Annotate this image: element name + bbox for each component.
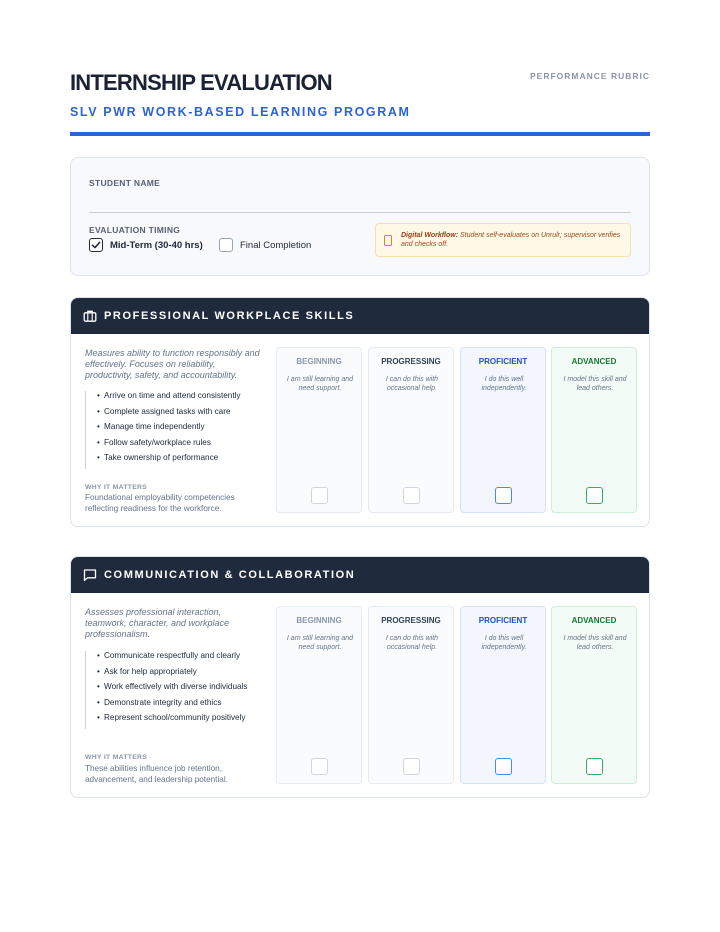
list-item: • Represent school/community positively	[97, 713, 261, 724]
list-item: • Take ownership of performance	[97, 453, 261, 464]
level-progressing	[368, 347, 454, 513]
section-header	[71, 557, 649, 593]
midterm-label: Mid-Term (30-40 hrs)	[110, 239, 203, 251]
level-title: PROFICIENT	[478, 616, 528, 625]
level-title: PROFICIENT	[478, 357, 528, 366]
level-title: PROGRESSING	[381, 357, 441, 366]
list-item: • Arrive on time and attend consistently	[97, 391, 261, 402]
beginning-checkbox[interactable]	[311, 758, 328, 775]
level-description: I am still learning and need support.	[286, 635, 354, 651]
header-divider	[70, 132, 650, 136]
section-title: PROFESSIONAL WORKPLACE SKILLS	[104, 310, 355, 322]
level-progressing	[368, 606, 454, 784]
level-title: PROGRESSING	[381, 616, 441, 625]
phone-icon	[384, 235, 392, 246]
section-title: COMMUNICATION & COLLABORATION	[104, 569, 356, 581]
level-description: I do this well independently.	[481, 635, 527, 651]
level-title: BEGINNING	[296, 357, 342, 366]
proficient-checkbox[interactable]	[495, 487, 512, 504]
progressing-checkbox[interactable]	[403, 487, 420, 504]
workflow-title: Digital Workflow:	[401, 232, 459, 239]
skill-list	[85, 391, 261, 469]
student-name-label: STUDENT NAME	[89, 178, 161, 188]
level-advanced	[551, 347, 637, 513]
level-proficient	[460, 347, 546, 513]
beginning-checkbox[interactable]	[311, 487, 328, 504]
list-item: • Ask for help appropriately	[97, 667, 261, 678]
list-item: • Manage time independently	[97, 422, 261, 433]
evaluation-timing-label: EVALUATION TIMING	[89, 225, 181, 235]
list-item: • Follow safety/workplace rules	[97, 438, 261, 449]
section-header	[71, 298, 649, 334]
section-communication	[70, 556, 650, 798]
level-beginning	[276, 606, 362, 784]
why-it-matters-text: These abilities influence job retention, advancement, and leadership potential.	[85, 764, 228, 784]
midterm-option[interactable]	[89, 238, 203, 252]
level-beginning	[276, 347, 362, 513]
final-option[interactable]	[219, 238, 311, 252]
section-description: Assesses professional interaction, teamwork, character, and workplace professionalism.	[85, 607, 230, 639]
level-description: I can do this with occasional help.	[385, 635, 439, 651]
level-title: ADVANCED	[571, 357, 617, 366]
list-item: • Demonstrate integrity and ethics	[97, 698, 261, 709]
level-title: BEGINNING	[296, 616, 342, 625]
why-it-matters-label: WHY IT MATTERS	[85, 754, 148, 761]
page-title: INTERNSHIP EVALUATION	[70, 70, 332, 95]
advanced-checkbox[interactable]	[586, 487, 603, 504]
list-item: • Complete assigned tasks with care	[97, 407, 261, 418]
progressing-checkbox[interactable]	[403, 758, 420, 775]
midterm-checkbox[interactable]	[89, 238, 103, 252]
why-it-matters-text: Foundational employability competencies reflecting readiness for the workforce.	[85, 493, 235, 513]
page-header	[70, 70, 650, 119]
advanced-checkbox[interactable]	[586, 758, 603, 775]
student-name-field[interactable]	[89, 212, 631, 213]
final-checkbox[interactable]	[219, 238, 233, 252]
list-item: • Work effectively with diverse individuals	[97, 682, 261, 693]
level-description: I do this well independently.	[481, 376, 527, 392]
level-advanced	[551, 606, 637, 784]
final-label: Final Completion	[240, 239, 312, 251]
level-description: I can do this with occasional help.	[385, 376, 439, 392]
student-info-card	[70, 157, 650, 276]
section-description: Measures ability to function responsibly and effectively. Focuses on reliability, productivity, safety, and accountability.	[85, 348, 260, 380]
briefcase-icon	[83, 309, 97, 323]
section-professional-skills	[70, 297, 650, 527]
level-description: I model this skill and lead others.	[563, 376, 627, 392]
level-description: I am still learning and need support.	[286, 376, 354, 392]
digital-workflow-note	[375, 223, 631, 257]
chat-bubble-icon	[83, 568, 97, 582]
rubric-tag: PERFORMANCE RUBRIC	[530, 71, 650, 81]
page-subtitle: SLV PWR WORK-BASED LEARNING PROGRAM	[70, 105, 411, 119]
list-item: • Communicate respectfully and clearly	[97, 651, 261, 662]
why-it-matters-label: WHY IT MATTERS	[85, 484, 148, 491]
checkmark-icon	[91, 240, 101, 250]
skill-list	[85, 651, 261, 729]
level-title: ADVANCED	[571, 616, 617, 625]
level-proficient	[460, 606, 546, 784]
level-description: I model this skill and lead others.	[563, 635, 627, 651]
workflow-text: Student self-evaluates on Unrulr; supervisor verifies and checks off.	[401, 232, 621, 248]
proficient-checkbox[interactable]	[495, 758, 512, 775]
